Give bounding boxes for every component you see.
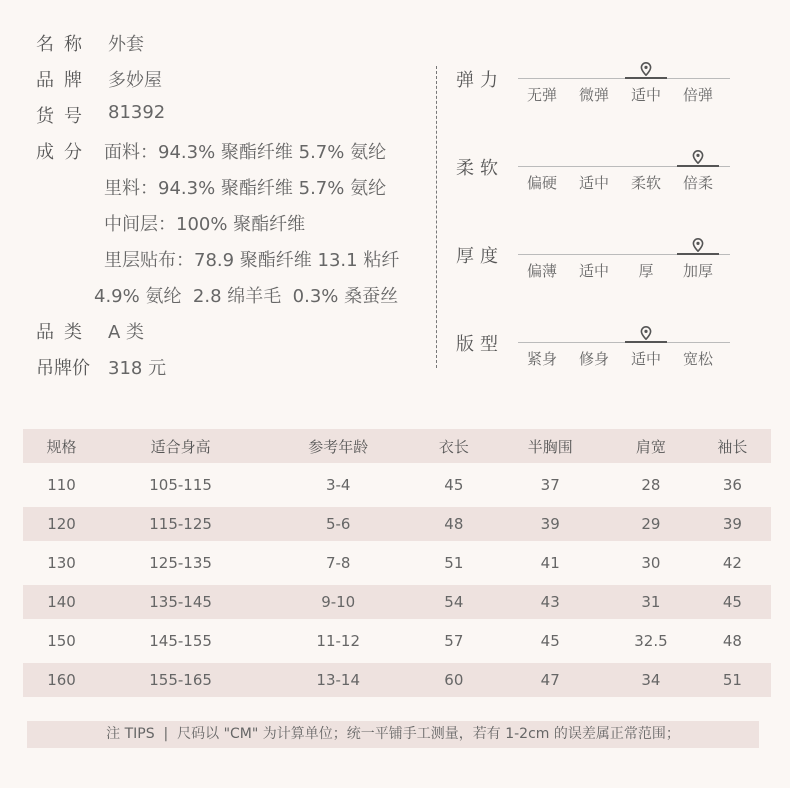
- table-row: [23, 546, 771, 580]
- price-value: 318 元: [108, 358, 167, 379]
- scale-title: 厚度: [456, 246, 504, 267]
- table-cell: 160: [23, 663, 100, 697]
- table-cell: 47: [492, 663, 608, 697]
- column-header: 半胸围: [492, 429, 608, 463]
- table-cell: 3-4: [325, 476, 351, 494]
- table-cell: 29: [608, 507, 694, 541]
- scale-option: 修身: [578, 350, 609, 368]
- scale-option: 宽松: [682, 350, 713, 368]
- table-cell: 39: [694, 507, 771, 541]
- table-cell: 45: [444, 476, 464, 494]
- scale-option: 无弹: [526, 86, 557, 104]
- table-cell: 30: [641, 554, 661, 572]
- location-pin-icon: [640, 62, 652, 76]
- scale-title: 柔软: [456, 158, 504, 179]
- column-header: 衣长: [415, 429, 492, 463]
- column-header: 肩宽: [608, 429, 694, 463]
- scale-track: [518, 78, 730, 79]
- scale-option: 偏薄: [526, 262, 557, 280]
- table-cell: 28: [641, 476, 661, 494]
- table-cell: 32.5: [634, 632, 668, 650]
- item-number-label: 货号: [36, 106, 92, 127]
- scale-option: 偏硬: [526, 174, 557, 192]
- table-cell: 145-155: [149, 632, 212, 650]
- composition-line: 4.9% 氨纶 2.8 绵羊毛 0.3% 桑蚕丝: [94, 286, 399, 307]
- table-row: [23, 624, 771, 658]
- table-cell: 60: [415, 663, 492, 697]
- table-cell: 13-14: [261, 663, 415, 697]
- scale-selected-segment: [625, 341, 667, 343]
- scale-option: 倍柔: [682, 174, 713, 192]
- table-row: [23, 663, 771, 697]
- scale-option: 适中: [578, 174, 609, 192]
- table-cell: 110: [47, 476, 76, 494]
- scale-option: 适中: [630, 86, 661, 104]
- table-cell: 45: [540, 632, 560, 650]
- table-cell: 125-135: [149, 554, 212, 572]
- table-cell: 31: [608, 585, 694, 619]
- scale-fit: [456, 330, 746, 390]
- scale-softness: [456, 154, 746, 214]
- table-cell: 48: [415, 507, 492, 541]
- table-cell: 42: [722, 554, 742, 572]
- table-row: [23, 585, 771, 619]
- brand-value: 多妙屋: [108, 70, 162, 91]
- price-label: 吊牌价: [36, 358, 90, 379]
- table-row: [23, 507, 771, 541]
- scale-option: 适中: [630, 350, 661, 368]
- scale-option: 倍弹: [682, 86, 713, 104]
- scale-option: 微弹: [578, 86, 609, 104]
- composition-line: 面料：94.3% 聚酯纤维 5.7% 氨纶: [104, 142, 387, 163]
- scale-track: [518, 342, 730, 343]
- scale-option: 厚: [638, 262, 654, 280]
- scale-elasticity: [456, 66, 746, 126]
- scale-option: 柔软: [630, 174, 661, 192]
- scale-selected-segment: [625, 77, 667, 79]
- scale-title: 版型: [456, 334, 504, 355]
- location-pin-icon: [640, 326, 652, 340]
- table-cell: 41: [540, 554, 560, 572]
- column-header: 参考年龄: [261, 429, 415, 463]
- table-cell: 48: [722, 632, 742, 650]
- scale-selected-segment: [677, 165, 719, 167]
- composition-line: 里料：94.3% 聚酯纤维 5.7% 氨纶: [104, 178, 387, 199]
- table-cell: 105-115: [149, 476, 212, 494]
- name-label: 名称: [36, 34, 92, 55]
- table-cell: 140: [23, 585, 100, 619]
- table-cell: 11-12: [316, 632, 360, 650]
- table-cell: 51: [444, 554, 464, 572]
- table-cell: 39: [492, 507, 608, 541]
- table-cell: 9-10: [261, 585, 415, 619]
- table-cell: 130: [47, 554, 76, 572]
- composition-line: 里层贴布：78.9 聚酯纤维 13.1 粘纤: [104, 250, 400, 271]
- name-value: 外套: [108, 34, 144, 55]
- table-cell: 5-6: [261, 507, 415, 541]
- table-cell: 54: [415, 585, 492, 619]
- table-cell: 51: [694, 663, 771, 697]
- table-cell: 135-145: [100, 585, 261, 619]
- column-header: 适合身高: [100, 429, 261, 463]
- item-number-value: 81392: [108, 102, 166, 123]
- table-row: [23, 468, 771, 502]
- size-table: [23, 424, 771, 702]
- table-cell: 7-8: [325, 554, 351, 572]
- table-cell: 36: [722, 476, 742, 494]
- scale-option: 适中: [578, 262, 609, 280]
- column-header: 袖长: [694, 429, 771, 463]
- composition-line: 中间层：100% 聚酯纤维: [104, 214, 306, 235]
- table-cell: 37: [540, 476, 560, 494]
- category-label: 品类: [36, 322, 92, 343]
- scale-option: 紧身: [526, 350, 557, 368]
- scale-selected-segment: [677, 253, 719, 255]
- category-value: A 类: [108, 322, 145, 343]
- table-cell: 43: [492, 585, 608, 619]
- table-cell: 34: [608, 663, 694, 697]
- scale-option: 加厚: [682, 262, 713, 280]
- composition-label: 成分: [36, 142, 92, 163]
- table-cell: 150: [47, 632, 76, 650]
- tips-note: 注 TIPS | 尺码以 "CM" 为计算单位；统一平铺手工测量，若有 1-2cm 的误差属正常范围；: [27, 721, 759, 748]
- table-cell: 57: [444, 632, 464, 650]
- dashed-divider: [436, 66, 437, 368]
- table-cell: 120: [23, 507, 100, 541]
- table-cell: 155-165: [100, 663, 261, 697]
- brand-label: 品牌: [36, 70, 92, 91]
- scale-thickness: [456, 242, 746, 302]
- location-pin-icon: [692, 150, 704, 164]
- column-header: 规格: [23, 429, 100, 463]
- table-cell: 115-125: [100, 507, 261, 541]
- location-pin-icon: [692, 238, 704, 252]
- table-header-row: [23, 429, 771, 463]
- table-cell: 45: [694, 585, 771, 619]
- scale-title: 弹力: [456, 70, 504, 91]
